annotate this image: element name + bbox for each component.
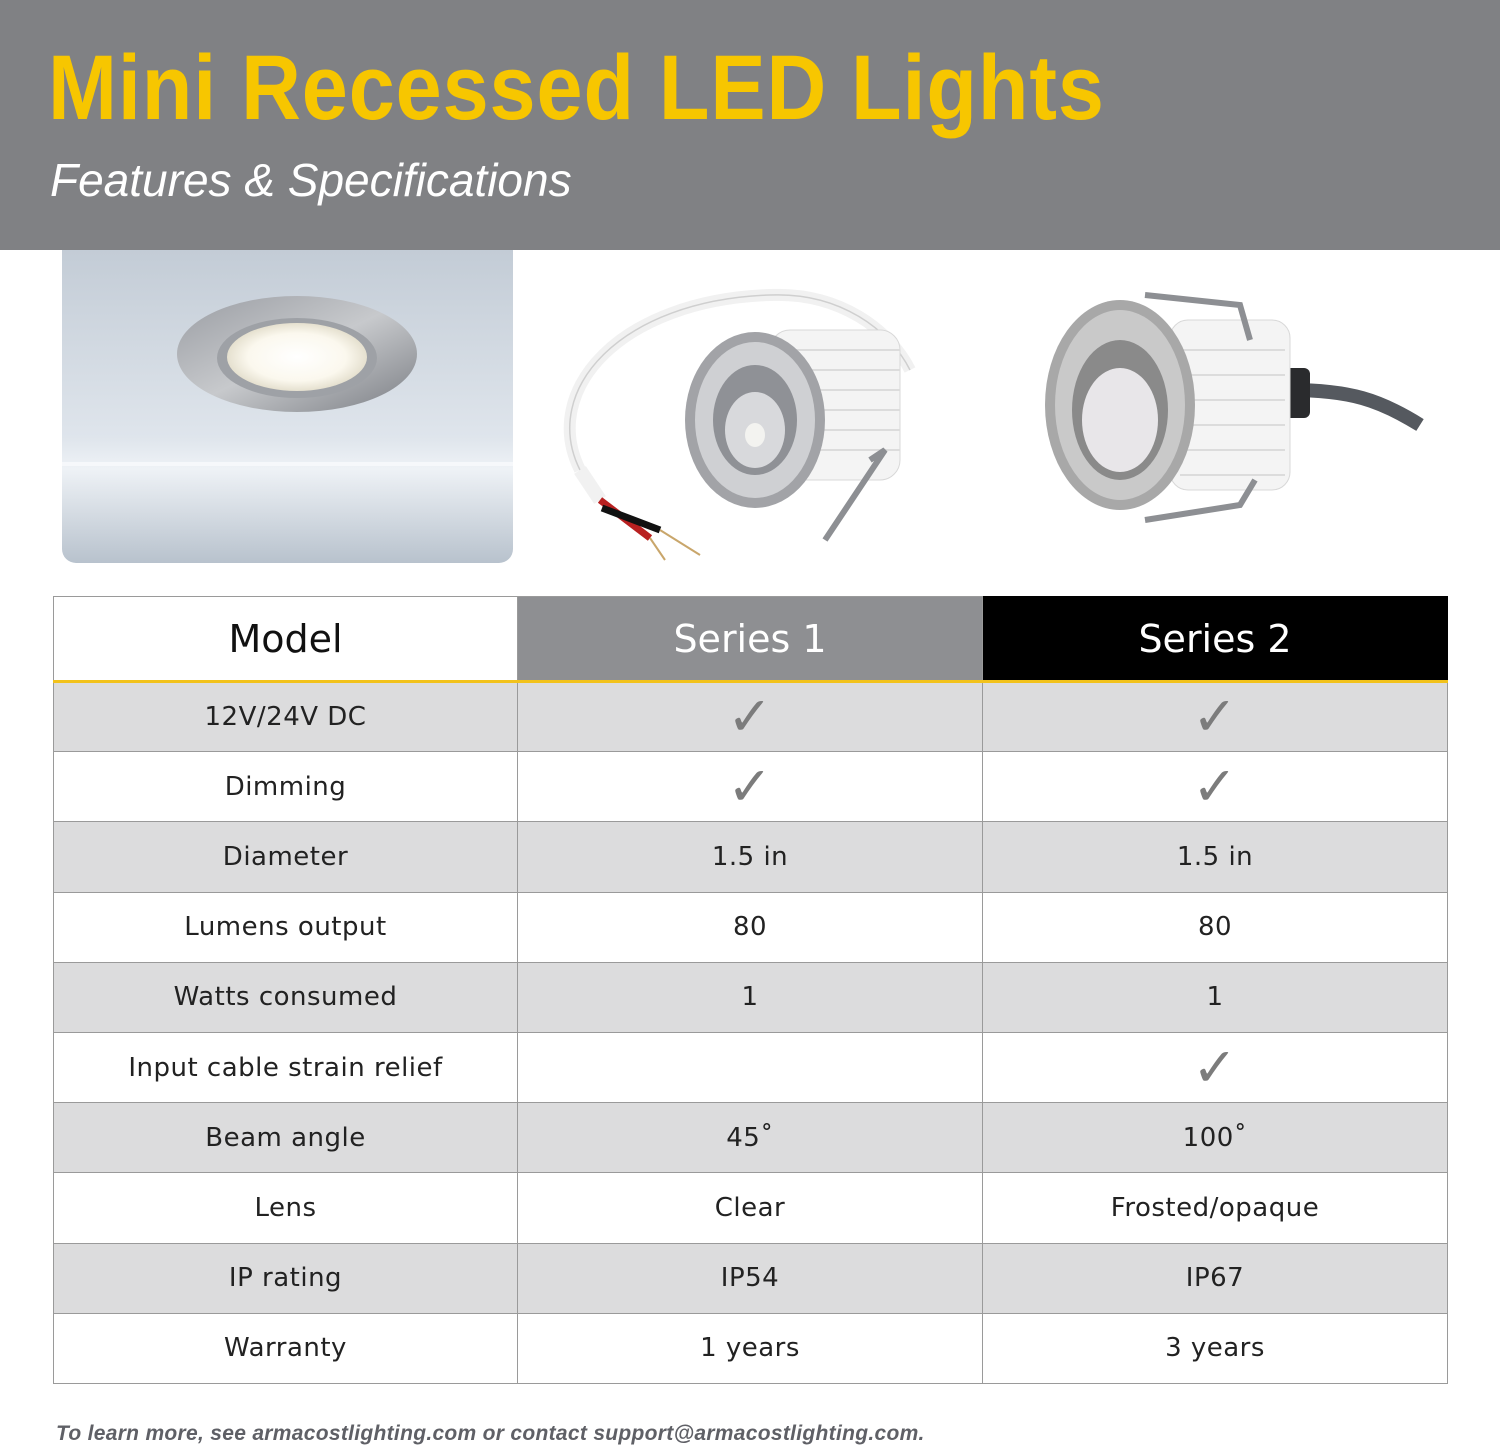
header-banner <box>0 0 1500 250</box>
series-2-value: 100˚ <box>983 1103 1448 1173</box>
series-2-value: IP67 <box>983 1243 1448 1313</box>
series-2-value: 80 <box>983 892 1448 962</box>
table-row <box>54 1243 1448 1313</box>
page-title: Mini Recessed LED Lights <box>48 37 1105 139</box>
header-series-1: Series 1 <box>518 597 983 682</box>
table-header-row <box>54 597 1448 682</box>
table-row <box>54 1032 1448 1102</box>
series-1-value: IP54 <box>518 1243 983 1313</box>
page-subtitle: Features & Specifications <box>50 154 572 206</box>
header-series-2: Series 2 <box>983 597 1448 682</box>
checkmark-icon: ✓ <box>1192 754 1238 818</box>
series-2-value <box>983 682 1448 752</box>
series-2-light-photo <box>1010 280 1440 540</box>
row-label: IP rating <box>54 1243 518 1313</box>
ceiling-installed-light-photo <box>62 250 513 563</box>
series-1-value <box>518 682 983 752</box>
row-label: Lens <box>54 1173 518 1243</box>
checkmark-icon: ✓ <box>1192 685 1238 749</box>
table-row <box>54 752 1448 822</box>
checkmark-icon: ✓ <box>727 754 773 818</box>
series-1-value: Clear <box>518 1173 983 1243</box>
series-2-value <box>983 752 1448 822</box>
series-2-value: 3 years <box>983 1313 1448 1383</box>
series-1-light-photo <box>540 270 940 570</box>
specifications-table <box>53 596 1448 1384</box>
series-1-value: 1 <box>518 962 983 1032</box>
series-2-value <box>983 1032 1448 1102</box>
series-1-value: 80 <box>518 892 983 962</box>
checkmark-icon: ✓ <box>727 685 773 749</box>
table-row <box>54 682 1448 752</box>
header-model: Model <box>54 597 518 682</box>
series-1-value: 45˚ <box>518 1103 983 1173</box>
series-1-value <box>518 752 983 822</box>
row-label: Diameter <box>54 822 518 892</box>
table-row <box>54 892 1448 962</box>
row-label: Watts consumed <box>54 962 518 1032</box>
table-row <box>54 1103 1448 1173</box>
series-1-value: 1.5 in <box>518 822 983 892</box>
row-label: Dimming <box>54 752 518 822</box>
row-label: Lumens output <box>54 892 518 962</box>
row-label: Input cable strain relief <box>54 1032 518 1102</box>
row-label: 12V/24V DC <box>54 682 518 752</box>
row-label: Warranty <box>54 1313 518 1383</box>
series-2-value: 1 <box>983 962 1448 1032</box>
footer-contact-note: To learn more, see armacostlighting.com or contact support@armacostlighting.com. <box>56 1422 925 1445</box>
series-2-value: Frosted/opaque <box>983 1173 1448 1243</box>
series-1-value: 1 years <box>518 1313 983 1383</box>
table-row <box>54 962 1448 1032</box>
table-row <box>54 822 1448 892</box>
series-2-value: 1.5 in <box>983 822 1448 892</box>
table-row <box>54 1313 1448 1383</box>
table-row <box>54 1173 1448 1243</box>
row-label: Beam angle <box>54 1103 518 1173</box>
checkmark-icon: ✓ <box>1192 1035 1238 1099</box>
series-1-value <box>518 1032 983 1102</box>
